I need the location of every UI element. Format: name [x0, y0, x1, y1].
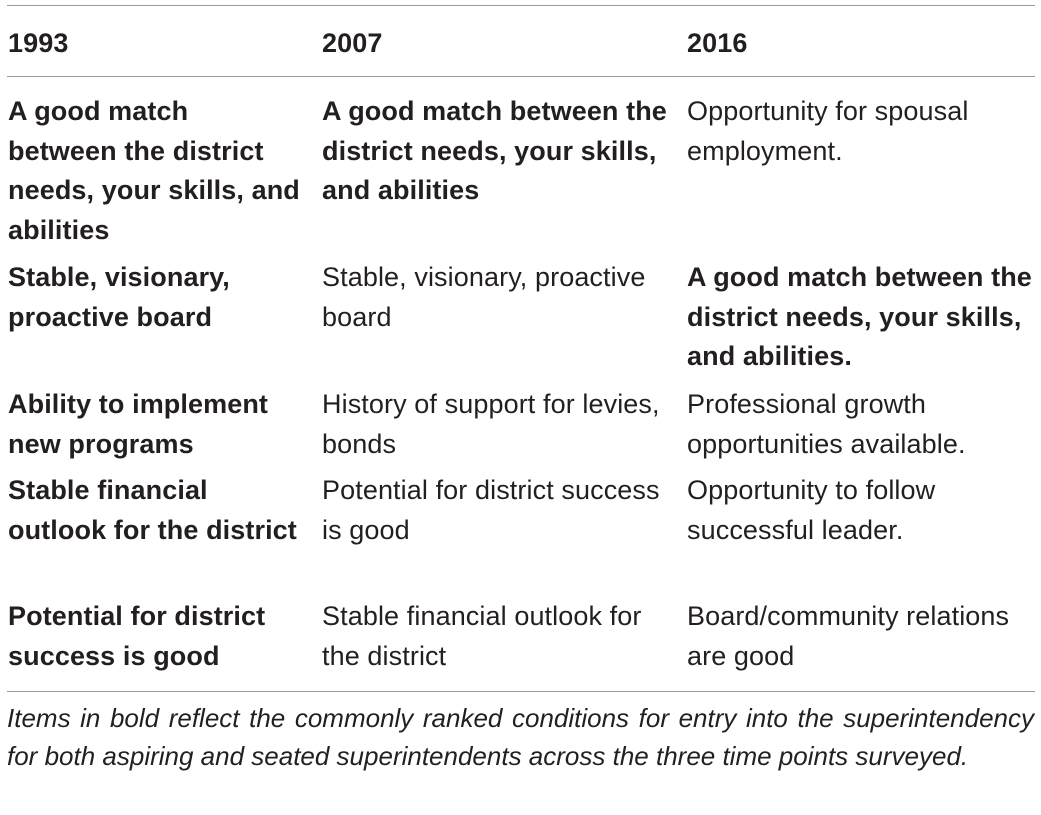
column-header-2016: 2016 [687, 28, 748, 58]
column-header-1993: 1993 [8, 28, 69, 58]
table-cell: History of support for levies, bonds [322, 389, 660, 459]
table-bottom-rule [7, 691, 1035, 692]
table-cell: A good match between the district needs, your skills, and abilities [8, 96, 300, 245]
table-cell: Professional growth opportunities available. [687, 389, 966, 459]
table-cell: Opportunity to follow successful leader. [687, 475, 936, 545]
table-cell: Stable financial outlook for the district [8, 475, 297, 545]
table-cell: A good match between the district needs, your skills, and abilities. [687, 262, 1032, 371]
table-cell: Stable, visionary, proactive board [8, 262, 230, 332]
table-top-rule [7, 5, 1035, 6]
table-cell: Potential for district success is good [8, 601, 266, 671]
table-cell: A good match between the district needs, your skills, and abilities [322, 96, 667, 205]
table-footnote: Items in bold reflect the commonly ranked conditions for entry into the superintendency for both aspiring and seated superintendents across the three time points surveyed. [7, 703, 1034, 771]
table-cell: Board/community relations are good [687, 601, 1010, 671]
table-cell: Stable financial outlook for the district [322, 601, 642, 671]
table-cell: Potential for district success is good [322, 475, 660, 545]
table-cell: Opportunity for spousal employment. [687, 96, 969, 166]
table-cell: Ability to implement new programs [8, 389, 269, 459]
table-header-rule [7, 76, 1035, 77]
table-header-row [0, 26, 1041, 60]
table-cell: Stable, visionary, proactive board [322, 262, 646, 332]
column-header-2007: 2007 [322, 28, 383, 58]
